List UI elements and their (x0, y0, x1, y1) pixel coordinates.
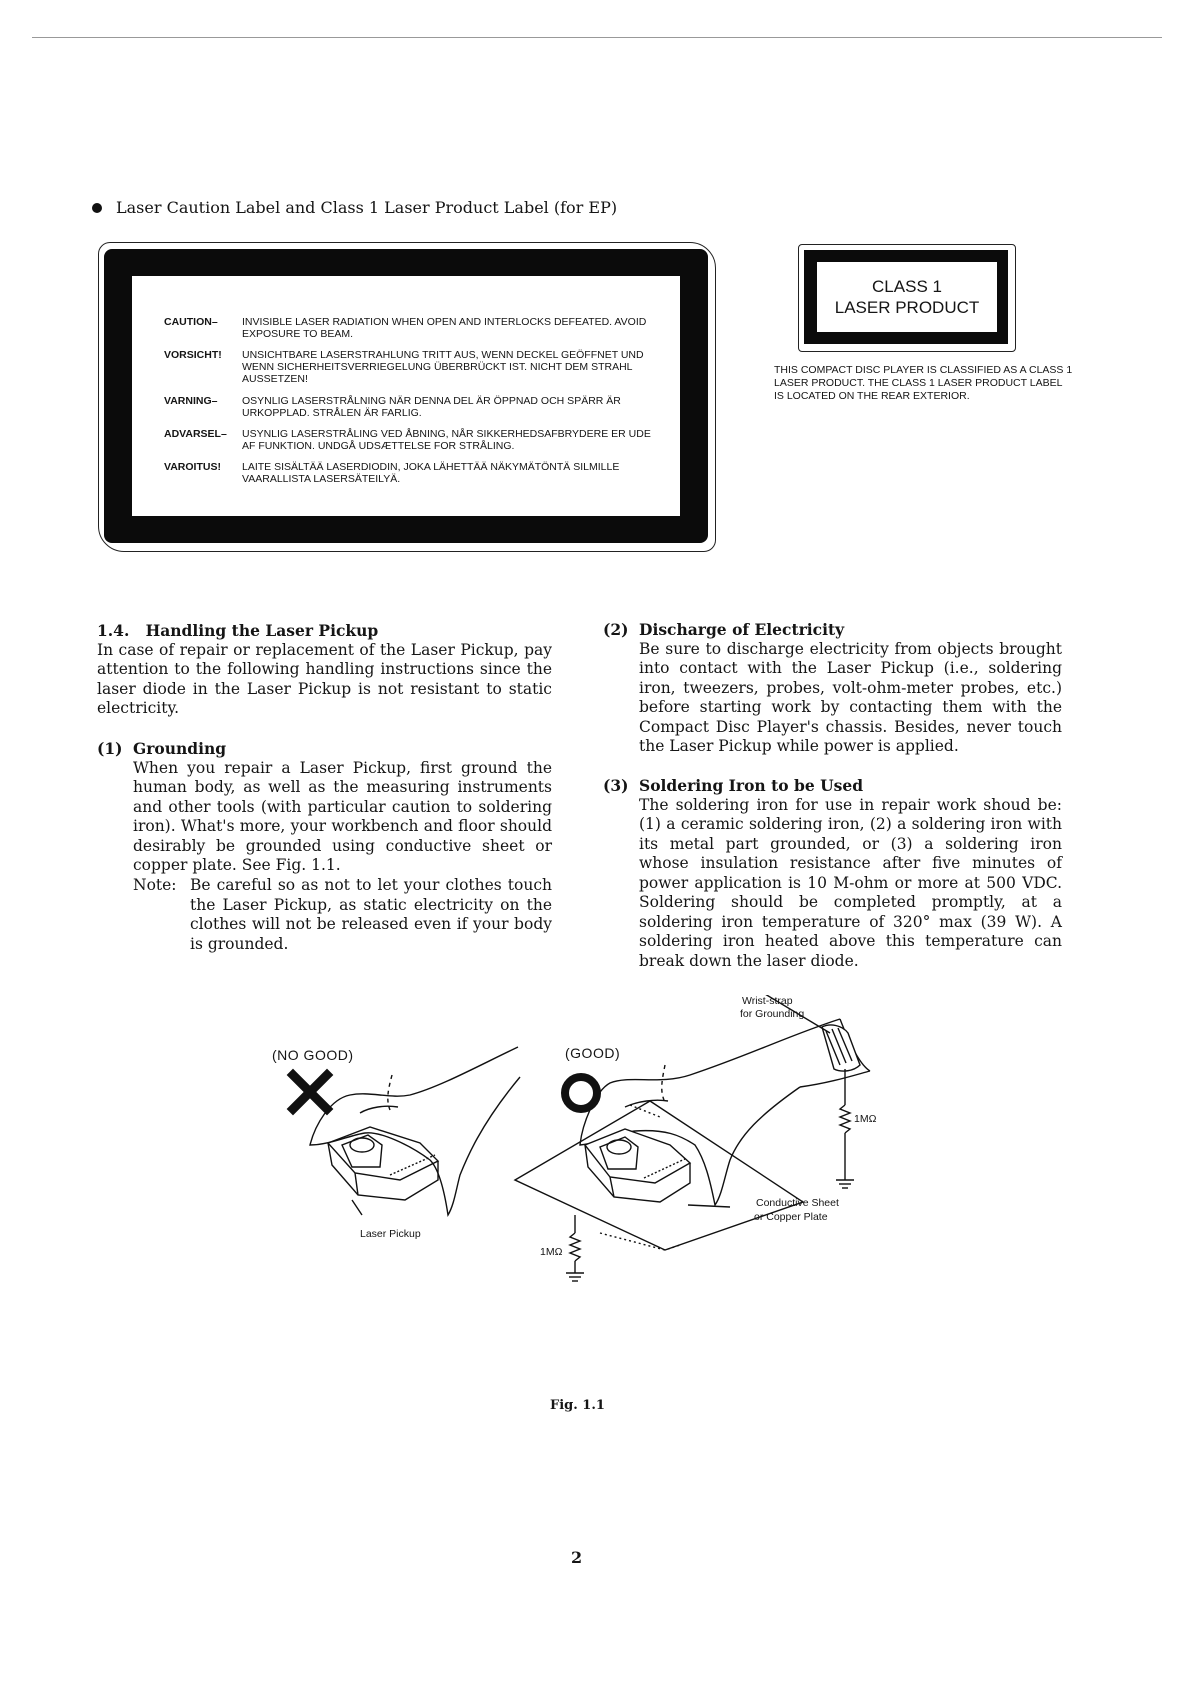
figure-1-1 (270, 995, 1070, 1385)
ground-resistor-icon (566, 1215, 584, 1281)
wrist-strap-label-2: for Grounding (740, 1008, 805, 1020)
section-intro: In case of repair or replacement of the Laser Pickup, pay attention to the following handling instructions since the laser diode in the Laser Pickup is not resistant to static electricity. (97, 640, 552, 717)
note-text: Be careful so as not to let your clothes touch the Laser Pickup, as static electricity on the clothes will not be released even if your body is grounded. (190, 876, 552, 953)
good-label: (GOOD) (565, 1045, 621, 1061)
wrist-strap-label: Wrist-strap (742, 995, 793, 1007)
item-soldering-iron: (3) Soldering Iron to be Used The soldering iron for use in repair work shoud be: (1) a ceramic soldering iron, (2) a soldering iron with its metal part grounded, or (3) a soldering iron whose insulation resistance after five minutes of power application is 10 M-ohm or more at 500 VDC. Soldering should be completed promptly, at a soldering iron temperature of 320° max (39 W). A soldering iron heated above this temperature can break down the laser diode. (603, 776, 1062, 970)
item-title: Grounding (133, 739, 227, 758)
item-text: The soldering iron for use in repair work shoud be: (1) a ceramic soldering iron, (2) a soldering iron with its metal part grounded, or (3) a soldering iron whose insulation resistance after five minutes of power application is 10 M-ohm or more at 500 VDC. Soldering should be completed promptly, at a soldering iron temperature of 320° max (39 W). A soldering iron heated above this temperature can break down the laser diode. (639, 795, 1062, 970)
class1-label: CLASS 1 LASER PRODUCT (817, 262, 997, 332)
conductive-sheet-label-2: or Copper Plate (754, 1211, 828, 1223)
top-rule (32, 37, 1162, 38)
wrist-strap-icon (760, 995, 860, 1188)
hand-left-icon (310, 1047, 520, 1215)
resistor-top-label: 1MΩ (854, 1113, 877, 1125)
item-text: When you repair a Laser Pickup, first ground the human body, as well as the measuring instruments and other tools (with particular caution to soldering iron). What's more, your workbench and floor should desirably be grounded using conductive sheet or copper plate. See Fig. 1.1. (133, 758, 552, 874)
section-1-4 (97, 621, 552, 719)
no-good-cross-icon (293, 1075, 327, 1109)
item-grounding: (1) Grounding When you repair a Laser Pickup, first ground the human body, as well as the measuring instruments and other tools (with particular caution to soldering iron). What's more, your workbench and floor should desirably be grounded using conductive sheet or copper plate. See Fig. 1.1. Note: Be careful so as not to let your clothes touch the Laser Pickup, as static electricity on the clothes will not be released even if your body is grounded. (97, 739, 552, 953)
page-number: 2 (571, 1548, 583, 1567)
figure-drawing (270, 995, 1070, 1385)
item-discharge: (2) Discharge of Electricity Be sure to discharge electricity from objects brought into contact with the Laser Pickup (i.e., soldering iron, tweezers, probes, volt-ohm-meter probes, etc.) before starting work by contacting them with the Compact Disc Player's chassis. Besides, never touch the Laser Pickup while power is applied. (603, 620, 1062, 755)
item-title: Soldering Iron to be Used (639, 776, 864, 795)
section-title: 1.4. Handling the Laser Pickup (97, 621, 379, 640)
label-heading: Laser Caution Label and Class 1 Laser Product Label (for EP) (92, 198, 617, 217)
laser-pickup-right-icon (585, 1129, 690, 1202)
conductive-sheet-label: Conductive Sheet (756, 1197, 839, 1209)
resistor-bottom-label: 1MΩ (540, 1246, 563, 1258)
laser-pickup-label: Laser Pickup (360, 1228, 421, 1240)
no-good-label: (NO GOOD) (272, 1047, 354, 1063)
bullet-icon (92, 203, 102, 213)
item-title: Discharge of Electricity (639, 620, 845, 639)
laser-pickup-left-icon (328, 1127, 438, 1215)
item-text: Be sure to discharge electricity from objects brought into contact with the Laser Pickup (i.e., soldering iron, tweezers, probes, volt-ohm-meter probes, etc.) before starting work by contacting them with the Compact Disc Player's chassis. Besides, never touch the Laser Pickup while power is applied. (639, 639, 1062, 755)
class1-note: THIS COMPACT DISC PLAYER IS CLASSIFIED AS A CLASS 1 LASER PRODUCT. THE CLASS 1 LASER PRODUCT LABEL IS LOCATED ON THE REAR EXTERIOR. (774, 364, 1073, 402)
figure-caption: Fig. 1.1 (550, 1398, 605, 1413)
note-label: Note: (133, 876, 177, 894)
